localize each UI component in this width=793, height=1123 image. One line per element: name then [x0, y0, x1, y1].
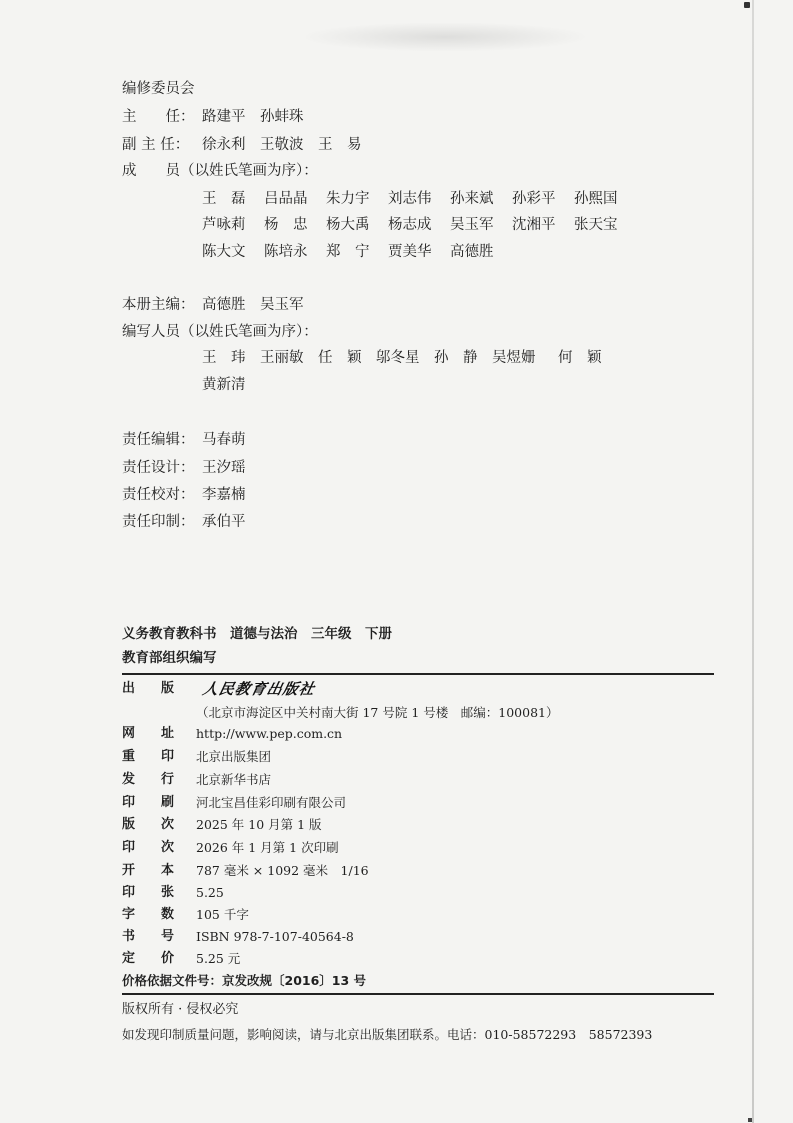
member-name: 刘志伟	[388, 191, 432, 207]
writer-name: 邬冬星	[376, 350, 420, 366]
members-row-1	[202, 189, 636, 209]
member-name: 王 磊	[202, 191, 246, 207]
member-name: 高德胜	[450, 244, 494, 260]
members-row-3	[202, 242, 512, 262]
resp-name: 马春萌	[202, 432, 246, 448]
writer-name: 任 颖	[318, 350, 362, 366]
chief-editor-label: 本册主编：	[122, 297, 195, 313]
writer-name: 吴煜姗	[492, 350, 536, 366]
pub-row-label: 印 张	[122, 885, 175, 900]
member-name: 杨大禹	[326, 217, 370, 233]
pub-row-value: 2026 年 1 月第 1 次印刷	[196, 840, 339, 855]
rule-top	[122, 673, 714, 675]
committee-heading: 编修委员会	[122, 81, 195, 97]
member-name: 芦咏莉	[202, 217, 246, 233]
pub-row-label: 印 次	[122, 840, 175, 855]
pub-row-value: 5.25	[196, 885, 224, 900]
writer-name: 孙 静	[434, 350, 478, 366]
member-name: 孙彩平	[512, 191, 556, 207]
pub-row-value: 河北宝昌佳彩印刷有限公司	[196, 795, 347, 810]
quality-contact: 如发现印制质量问题，影响阅读，请与北京出版集团联系。电话：010-58572293 58572393	[122, 1027, 653, 1042]
pub-row-value: 5.25 元	[196, 951, 241, 966]
pub-row-value: 105 千字	[196, 907, 249, 922]
corner-mark	[744, 2, 750, 8]
member-name: 陈培永	[264, 244, 308, 260]
members-row-2	[202, 215, 636, 235]
resp-name: 李嘉楠	[202, 487, 246, 503]
member-name: 杨志成	[388, 217, 432, 233]
publisher-label: 出 版	[122, 681, 175, 696]
pub-row-label: 重 印	[122, 749, 175, 764]
pub-row-value: 北京出版集团	[196, 749, 272, 764]
member-name: 孙来斌	[450, 191, 494, 207]
pub-row-label: 开 本	[122, 863, 175, 878]
member-name: 朱力宇	[326, 191, 370, 207]
price-basis: 价格依据文件号：京发改规〔2016〕13 号	[122, 973, 367, 988]
member-name: 沈湘平	[512, 217, 556, 233]
chief-editors: 高德胜 吴玉军	[202, 297, 304, 313]
book-title: 义务教育教科书 道德与法治 三年级 下册	[122, 626, 392, 642]
bleed-through-smudge	[300, 22, 590, 52]
corner-mark-bottom	[748, 1118, 752, 1122]
compiled-by: 教育部组织编写	[122, 650, 217, 666]
director-label: 主 任：	[122, 109, 195, 125]
member-name: 郑 宁	[326, 244, 370, 260]
writers-row-2	[202, 375, 246, 395]
writers-label: 编写人员（以姓氏笔画为序）：	[122, 324, 318, 340]
member-name: 杨 忠	[264, 217, 308, 233]
publisher-logo: 人民教育出版社	[200, 680, 317, 698]
page-edge-line	[752, 0, 754, 1123]
pub-row-label: 定 价	[122, 951, 175, 966]
pub-row-value: 2025 年 10 月第 1 版	[196, 817, 322, 832]
resp-label: 责任印制：	[122, 514, 195, 530]
pub-row-label: 书 号	[122, 929, 175, 944]
member-name: 吕品晶	[264, 191, 308, 207]
member-name: 陈大文	[202, 244, 246, 260]
pub-row-label: 发 行	[122, 772, 175, 787]
member-name: 孙熙国	[574, 191, 618, 207]
resp-label: 责任设计：	[122, 460, 195, 476]
pub-row-label: 版 次	[122, 817, 175, 832]
member-name: 吴玉军	[450, 217, 494, 233]
pub-row-label: 字 数	[122, 907, 175, 922]
rule-bottom	[122, 993, 714, 995]
pub-row-value: 787 毫米 × 1092 毫米 1/16	[196, 863, 369, 878]
directors: 路建平 孙蚌珠	[202, 109, 304, 125]
resp-name: 承伯平	[202, 514, 246, 530]
pub-row-label: 印 刷	[122, 795, 175, 810]
pub-row-value: 北京新华书店	[196, 772, 272, 787]
writer-name: 黄新清	[202, 377, 246, 393]
pub-row-label: 网 址	[122, 726, 175, 741]
publisher-address: （北京市海淀区中关村南大街 17 号院 1 号楼 邮编：100081）	[196, 705, 559, 720]
copyright-notice: 版权所有 · 侵权必究	[122, 1002, 239, 1017]
resp-name: 王汐瑶	[202, 460, 246, 476]
vice-director-label: 副 主 任：	[122, 137, 190, 153]
writer-name: 王丽敏	[260, 350, 304, 366]
member-name: 贾美华	[388, 244, 432, 260]
member-name: 张天宝	[574, 217, 618, 233]
members-label: 成 员（以姓氏笔画为序）：	[122, 163, 318, 179]
pub-row-value: ISBN 978-7-107-40564-8	[196, 929, 354, 944]
pub-row-value: http://www.pep.com.cn	[196, 726, 343, 741]
vice-directors: 徐永利 王敬波 王 易	[202, 137, 362, 153]
resp-label: 责任校对：	[122, 487, 195, 503]
writers-row-1	[202, 348, 616, 368]
writer-name: 王 玮	[202, 350, 246, 366]
writer-name: 何 颖	[558, 350, 602, 366]
resp-label: 责任编辑：	[122, 432, 195, 448]
